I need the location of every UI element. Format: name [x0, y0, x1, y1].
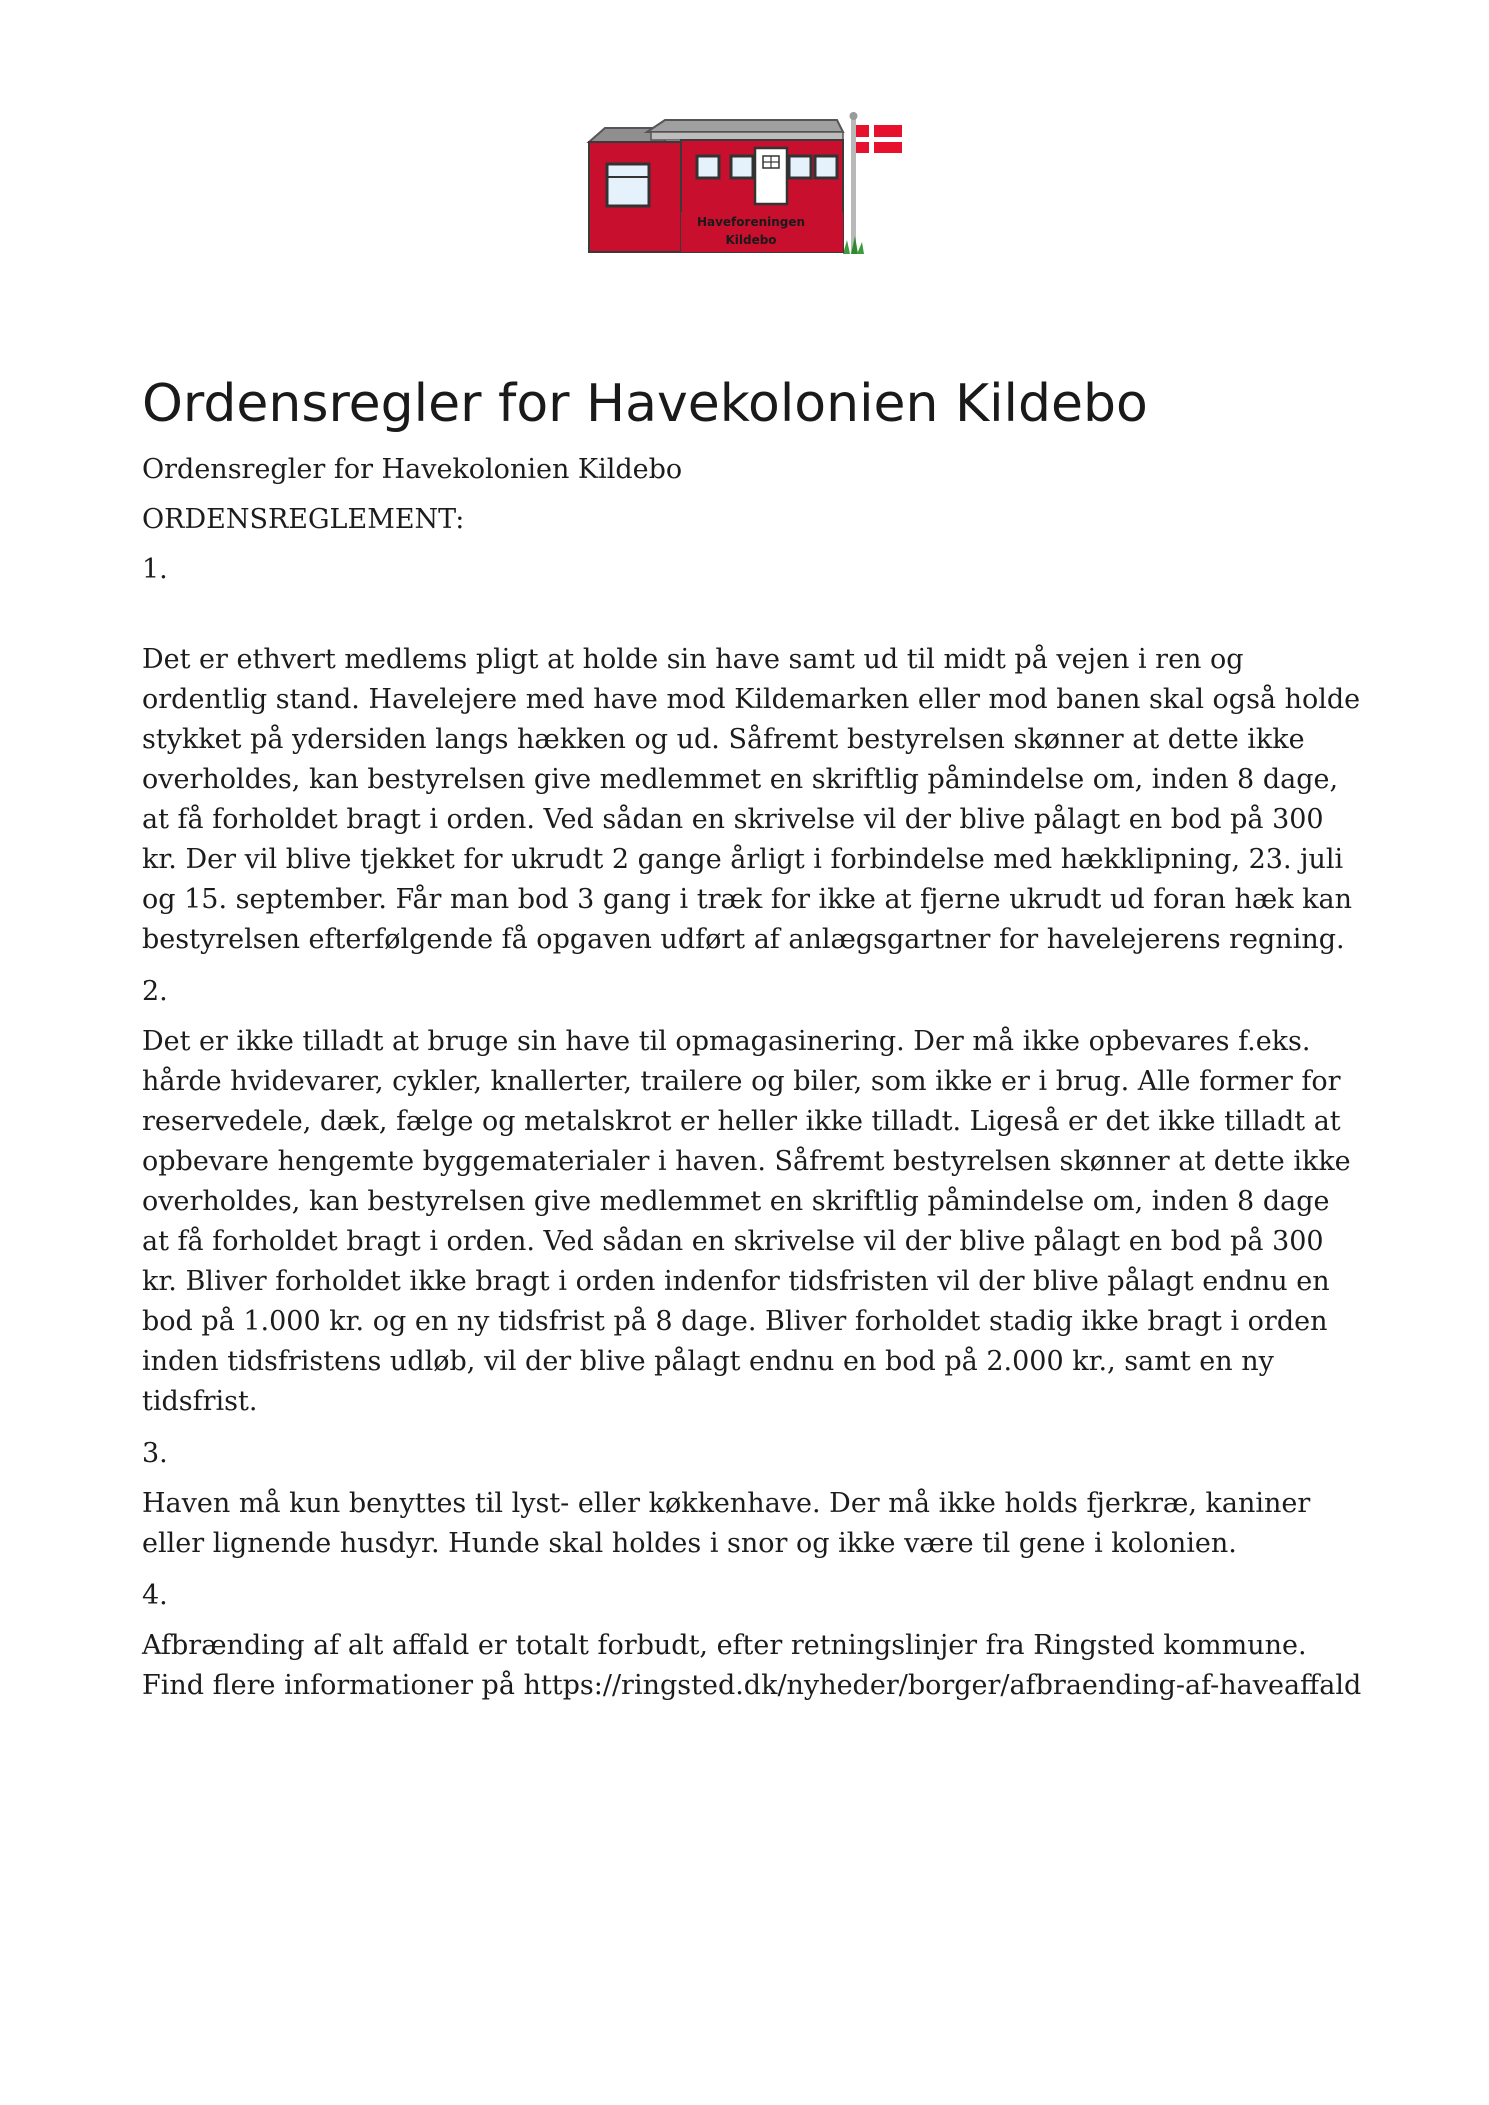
subtitle: Ordensregler for Havekolonien Kildebo: [142, 454, 683, 485]
danish-flag-icon: [856, 125, 902, 153]
section-number: 2.: [142, 976, 168, 1007]
house-logo-icon: [585, 112, 905, 262]
document-body: [142, 370, 1362, 1718]
section-text: Det er ethvert medlems pligt at holde sin have samt ud til midt på vejen i ren og ordentlig stand. Havelejere med have mod Kildemarken eller mod banen skal også holde stykket på ydersiden langs hækken og ud. Såfremt bestyrelsen skønner at dette ikke overholdes, kan bestyrelsen give medlemmet en skriftlig påmindelse om, inden 8 dage, at få forholdet bragt i orden. Ved sådan en skrivelse vil der blive pålagt en bod på 300 kr. Der vil blive tjekket for ukrudt 2 gange årligt i forbindelse med hækklipning, 23. juli og 15. september. Får man bod 3 gang i træk for ikke at fjerne ukrudt ud foran hæk kan bestyrelsen efterfølgende få opgaven udført af anlægsgartner for havelejerens regning.: [142, 644, 1361, 955]
section-number: 4.: [142, 1580, 168, 1611]
logo: [585, 112, 905, 262]
section-number: 1.: [142, 554, 168, 585]
logo-line1: Haveforeningen: [696, 215, 806, 229]
section-heading: ORDENSREGLEMENT:: [142, 504, 465, 535]
flagpole: [851, 116, 856, 254]
section-text: Afbrænding af alt affald er totalt forbudt, efter retningslinjer fra Ringsted kommune. Find flere informationer på https://ringsted.dk/nyheder/borger/afbraending-af-haveaffald: [142, 1630, 1362, 1701]
section-number: 3.: [142, 1438, 168, 1469]
page-title: Ordensregler for Havekolonien Kildebo: [142, 374, 1148, 434]
logo-line2: Kildebo: [725, 233, 777, 247]
section-text: Det er ikke tilladt at bruge sin have til opmagasinering. Der må ikke opbevares f.eks. hårde hvidevarer, cykler, knallerter, trailere og biler, som ikke er i brug. Alle former for reservedele, dæk, fælge og metalskrot er heller ikke tilladt. Ligeså er det ikke tilladt at opbevare hengemte byggematerialer i haven. Såfremt bestyrelsen skønner at dette ikke overholdes, kan bestyrelsen give medlemmet en skriftlig påmindelse om, inden 8 dage at få forholdet bragt i orden. Ved sådan en skrivelse vil der blive pålagt en bod på 300 kr. Bliver forholdet ikke bragt i orden indenfor tidsfristen vil der blive pålagt endnu en bod på 1.000 kr. og en ny tidsfrist på 8 dage. Bliver forholdet stadig ikke bragt i orden inden tidsfristens udløb, vil der blive pålagt endnu en bod på 2.000 kr., samt en ny tidsfrist.: [142, 1026, 1351, 1417]
section-text: Haven må kun benyttes til lyst- eller køkkenhave. Der må ikke holds fjerkræ, kaniner eller lignende husdyr. Hunde skal holdes i snor og ikke være til gene i kolonien.: [142, 1488, 1311, 1559]
